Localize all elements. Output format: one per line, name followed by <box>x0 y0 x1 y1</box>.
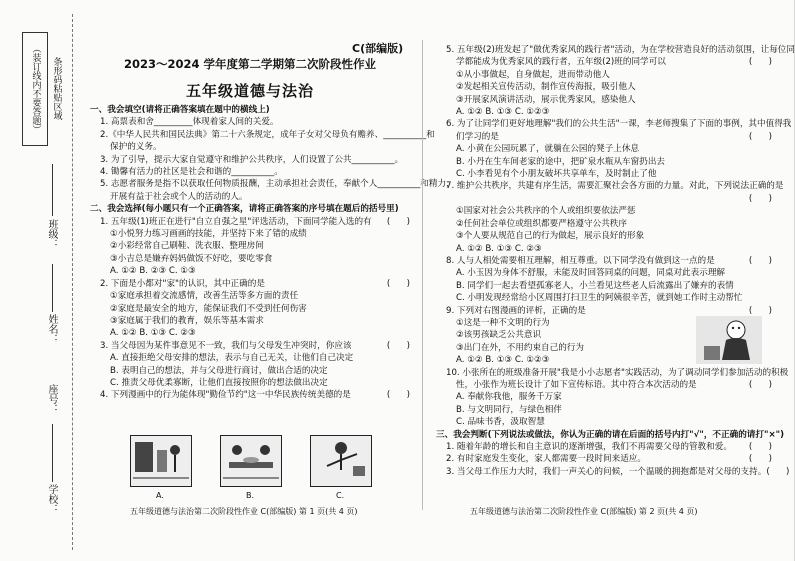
question-line <box>436 193 772 205</box>
line-text: 6. 为了让同学们更好地理解"我们的公共生活"一课，李老师搜集了下面的事例，其中值得我 <box>446 119 792 130</box>
line-text: C. 推责父母优柔寡断，让他们直接按照你的想法做出决定 <box>110 377 328 388</box>
question-line <box>90 352 410 364</box>
line-text: ③个人要从规范自己的行为做起，展示良好的形象 <box>456 231 645 242</box>
question-line <box>436 94 772 106</box>
question-line <box>436 156 772 168</box>
line-text: ③开展家风演讲活动，展示优秀家风，感染他人 <box>456 94 636 105</box>
line-text: C. 小明发现经常给小区周围打扫卫生的阿姨很辛苦，就到她工作时主动帮忙 <box>456 293 743 304</box>
cartoon-image <box>696 316 762 364</box>
comic-b-label: B. <box>246 491 255 500</box>
line-text: ①小悦努力练习画画的技能，并坚持下来了错的成绩 <box>110 229 307 240</box>
question-line <box>436 131 772 143</box>
answer-parens[interactable]: ( ) <box>766 466 790 477</box>
question-line <box>90 240 410 252</box>
line-text: C. 小李看见有个小朋友破坏共享单车，及时制止了他 <box>456 169 657 180</box>
question-line <box>436 453 772 465</box>
left-column <box>90 104 455 402</box>
question-line <box>90 178 455 190</box>
question-line <box>90 166 410 178</box>
question-line <box>90 327 410 339</box>
answer-parens[interactable]: ( ) <box>386 340 410 351</box>
question-line <box>90 389 410 401</box>
binding-margin <box>8 14 73 550</box>
question-line <box>90 191 410 203</box>
line-text: 3. 当父母工作压力大时，我们一声关心的问候，一个温暖的拥抱都是对父母的支持。 <box>446 466 767 477</box>
line-text: ①从小事做起，自身做起，进而带动他人 <box>456 69 610 80</box>
answer-parens[interactable]: ( ) <box>386 216 410 227</box>
line-text: B. 与文明同行，与绿色相伴 <box>456 404 562 415</box>
line-text: B. 小丹在生车间老家的途中，把矿泉水瓶从车窗扔出去 <box>456 156 666 167</box>
line-text: 2.《中华人民共和国民法典》第二十六条规定，成年子女对父母负有赡养、__________和 <box>100 129 435 140</box>
line-text: A. ①② B. ①③ C. ②③ <box>456 243 542 254</box>
section-heading <box>90 203 410 215</box>
line-text: ③小吉总是嫌弃妈妈做饭不好吃，要吃零食 <box>110 253 273 264</box>
question-line <box>90 253 410 265</box>
answer-parens[interactable]: ( ) <box>386 390 410 401</box>
answer-parens[interactable]: ( ) <box>748 379 772 390</box>
line-text: 7. 维护公共秩序，共建有序生活，需要汇聚社会各方面的力量。对此，下列说法正确的是 <box>446 181 784 192</box>
line-text: 3. 为了引导，提示大家自觉遵守和维护公共秩序，人们设置了公共__________。 <box>100 154 404 165</box>
section-heading <box>436 429 785 441</box>
question-line <box>90 141 410 153</box>
line-text: A. ①② B. ②③ C. ①③ <box>110 266 196 277</box>
comic-a-image <box>130 435 192 487</box>
answer-parens[interactable]: ( ) <box>748 131 772 142</box>
question-line <box>436 106 772 118</box>
line-text: A. ①② B. ①③ C. ①②③ <box>456 107 550 118</box>
comic-a-label: A. <box>156 491 164 500</box>
question-line <box>90 290 410 302</box>
line-text: 4. 锄馨有活力的社区是社会和谐的__________。 <box>100 167 283 178</box>
left-footer: 五年级道德与法治第二次阶段性作业 C(部编版) 第 1 页(共 4 页) <box>130 507 358 516</box>
answer-parens[interactable]: ( ) <box>748 454 772 465</box>
question-line <box>436 118 792 130</box>
line-text: 9. 下列对右图漫画的评析，正确的是 <box>446 305 586 316</box>
name-label: 姓名： <box>46 314 57 344</box>
line-text: 8. 人与人相处需要相互理解，相互尊重。以下同学没有做到这一点的是 <box>446 255 715 266</box>
question-line <box>436 466 790 478</box>
question-line <box>436 180 784 192</box>
version-label: C(部编版) <box>352 42 404 55</box>
line-text: ①家庭承担着交流感情，改善生活等多方面的责任 <box>110 291 299 302</box>
question-line <box>436 243 772 255</box>
line-text: 1. 高票表和舍_________体现着家人间的关爱。 <box>100 117 279 128</box>
line-text: A. ①② B. ①③ C. ②③ <box>110 328 196 339</box>
question-line <box>436 81 772 93</box>
question-line <box>90 116 410 128</box>
line-text: A. 小玉因为身体不舒服，未能及时回答同桌的问题，同桌对此表示理解 <box>456 268 726 279</box>
line-text: B. 表明自己的想法，并与父母进行商讨，做出合适的决定 <box>110 365 328 376</box>
question-line <box>436 218 772 230</box>
line-text: ②任何社会单位或组织都要严格遵守公共秩序 <box>456 218 627 229</box>
question-line <box>90 228 410 240</box>
line-text: 10. 小张所在的班级准备开展"我是小小志愿者"实践活动，为了调动同学们参加活动的积极 <box>446 367 789 378</box>
line-text: 5. 志愿者服务是指不以获取任何物质报酬，主动承担社会责任，奉献个人__________和精力， <box>100 179 455 190</box>
comic-b-image <box>220 435 282 487</box>
question-line <box>90 278 410 290</box>
question-line <box>436 56 772 68</box>
comic-c-image <box>310 435 372 487</box>
name-underline <box>52 264 53 312</box>
question-line <box>90 365 410 377</box>
answer-parens[interactable]: ( ) <box>748 57 772 68</box>
question-line <box>436 255 772 267</box>
section-heading <box>90 104 410 116</box>
question-line <box>90 377 410 389</box>
line-text: 3. 当父母因为某件事意见不一致，我们与父母发生冲突时，你应该 <box>100 340 352 351</box>
question-line <box>436 416 772 428</box>
line-text: 4. 下列漫画中的行为能体现"勤俭节约"这一中华民族传统美德的是 <box>100 390 351 401</box>
comic-c-label: C. <box>336 491 345 500</box>
question-line <box>90 315 410 327</box>
right-column <box>436 44 795 478</box>
line-text: ②该男孩缺乏公共意识 <box>456 330 542 341</box>
answer-parens[interactable]: ( ) <box>748 193 772 204</box>
question-line <box>436 230 772 242</box>
line-text: 2. 有时家庭发生变化，家人都需要一段时间来适应。 <box>446 454 646 465</box>
question-line <box>436 292 772 304</box>
line-text: A. ①② B. ①③ C. ①②③ <box>456 355 550 366</box>
line-text: ①这是一种不文明的行为 <box>456 317 550 328</box>
exam-title: 2023～2024 学年度第二学期第二次阶段性作业 <box>123 57 376 71</box>
question-line <box>436 267 772 279</box>
line-text: ②发起相关宣传活动，制作宣传海报，吸引他人 <box>456 82 636 93</box>
comic-pictures <box>130 435 380 500</box>
answer-parens[interactable]: ( ) <box>748 255 772 266</box>
line-text: ③家庭属于我们的教育，娱乐等基本需求 <box>110 315 264 326</box>
question-line <box>90 265 410 277</box>
line-text: 学都能成为优秀家风的践行者，五年级(2)班的同学可以 <box>456 57 666 68</box>
right-footer: 五年级道德与法治第二次阶段性作业 C(部编版) 第 2 页(共 4 页) <box>470 507 698 516</box>
question-line <box>90 129 435 141</box>
answer-parens[interactable]: ( ) <box>748 442 772 452</box>
question-line <box>436 280 772 292</box>
line-text: A. 直接拒绝父母安排的想法，表示与自己无关，让他们自己决定 <box>110 353 354 364</box>
subject-title: 五年级道德与法治 <box>185 82 314 100</box>
line-text: ③出门在外，不用约束自己的行为 <box>456 342 585 353</box>
class-underline <box>52 164 53 216</box>
line-text: A. 奉献你我他，服务千万家 <box>456 392 562 403</box>
question-line <box>436 379 772 391</box>
question-line <box>90 154 410 166</box>
line-text: A. 小黄在公园玩累了，就躺在公园的凳子上休息 <box>456 144 640 155</box>
school-underline <box>52 424 53 482</box>
line-text: 一、我会填空(请将正确答案填在题中的横线上) <box>90 105 270 115</box>
question-line <box>436 205 772 217</box>
question-line <box>436 441 772 453</box>
line-text: ②家庭是最安全的地方，能保证我们不受到任何伤害 <box>110 303 307 314</box>
question-line <box>90 303 410 315</box>
line-text: 性，小张作为班长设计了如下宣传标语。其中符合本次活动的是 <box>456 379 697 390</box>
line-text: 2. 下面是小都对"家"的认识，其中正确的是 <box>100 278 265 289</box>
line-text: 二、我会选择(每小题只有一个正确答案，请将正确答案的序号填在题后的括号里) <box>90 204 399 215</box>
line-text: 保护的义务。 <box>110 142 162 153</box>
no-answer-box: （装订线内不要答题） <box>22 32 48 146</box>
question-line <box>436 168 772 180</box>
line-text: ①国家对社会公共秩序的个人或组织要依法严惩 <box>456 206 636 217</box>
line-text: 开展有益于社会或个人的活动的人。 <box>110 191 248 202</box>
answer-parens[interactable]: ( ) <box>748 305 772 316</box>
line-text: 5. 五年级(2)班发起了"做优秀家风的践行者"活动，为在学校营造良好的活动氛围，让每位同 <box>446 45 795 55</box>
question-line <box>436 404 772 416</box>
question-line <box>436 367 789 379</box>
seat-label: 座号： <box>46 384 57 414</box>
line-text: ②小彩经常自己刷鞋、洗衣服、整理房间 <box>110 241 264 252</box>
school-label: 学校： <box>46 484 57 514</box>
column-divider <box>422 40 423 510</box>
line-text: C. 品味书香，汲取智慧 <box>456 417 545 428</box>
question-line <box>436 143 772 155</box>
question-line <box>90 340 410 352</box>
question-line <box>436 69 772 81</box>
question-line <box>436 44 795 56</box>
line-text: B. 同学们一起去看望孤寡老人，小兰看见这些老人后流露出了嫌弃的表情 <box>456 280 734 291</box>
line-text: 1. 随着年龄的增长和自主意识的逐渐增强，我们不再需要父母的管教和爱。 <box>446 442 732 452</box>
line-text: 们学习的是 <box>456 131 499 142</box>
answer-parens[interactable]: ( ) <box>386 278 410 289</box>
line-text: 三、我会判断(下列说法或做法，你认为正确的请在后面的括号内打"√"，不正确的请打"×") <box>436 429 785 440</box>
question-line <box>436 391 772 403</box>
barcode-area: 条形码粘贴区域 <box>51 56 62 120</box>
class-label: 班级： <box>46 219 57 249</box>
line-text: 1. 五年级(1)班正在进行"自立自强之星"评选活动，下面同学能入选的有 <box>100 216 372 227</box>
question-line <box>90 216 410 228</box>
